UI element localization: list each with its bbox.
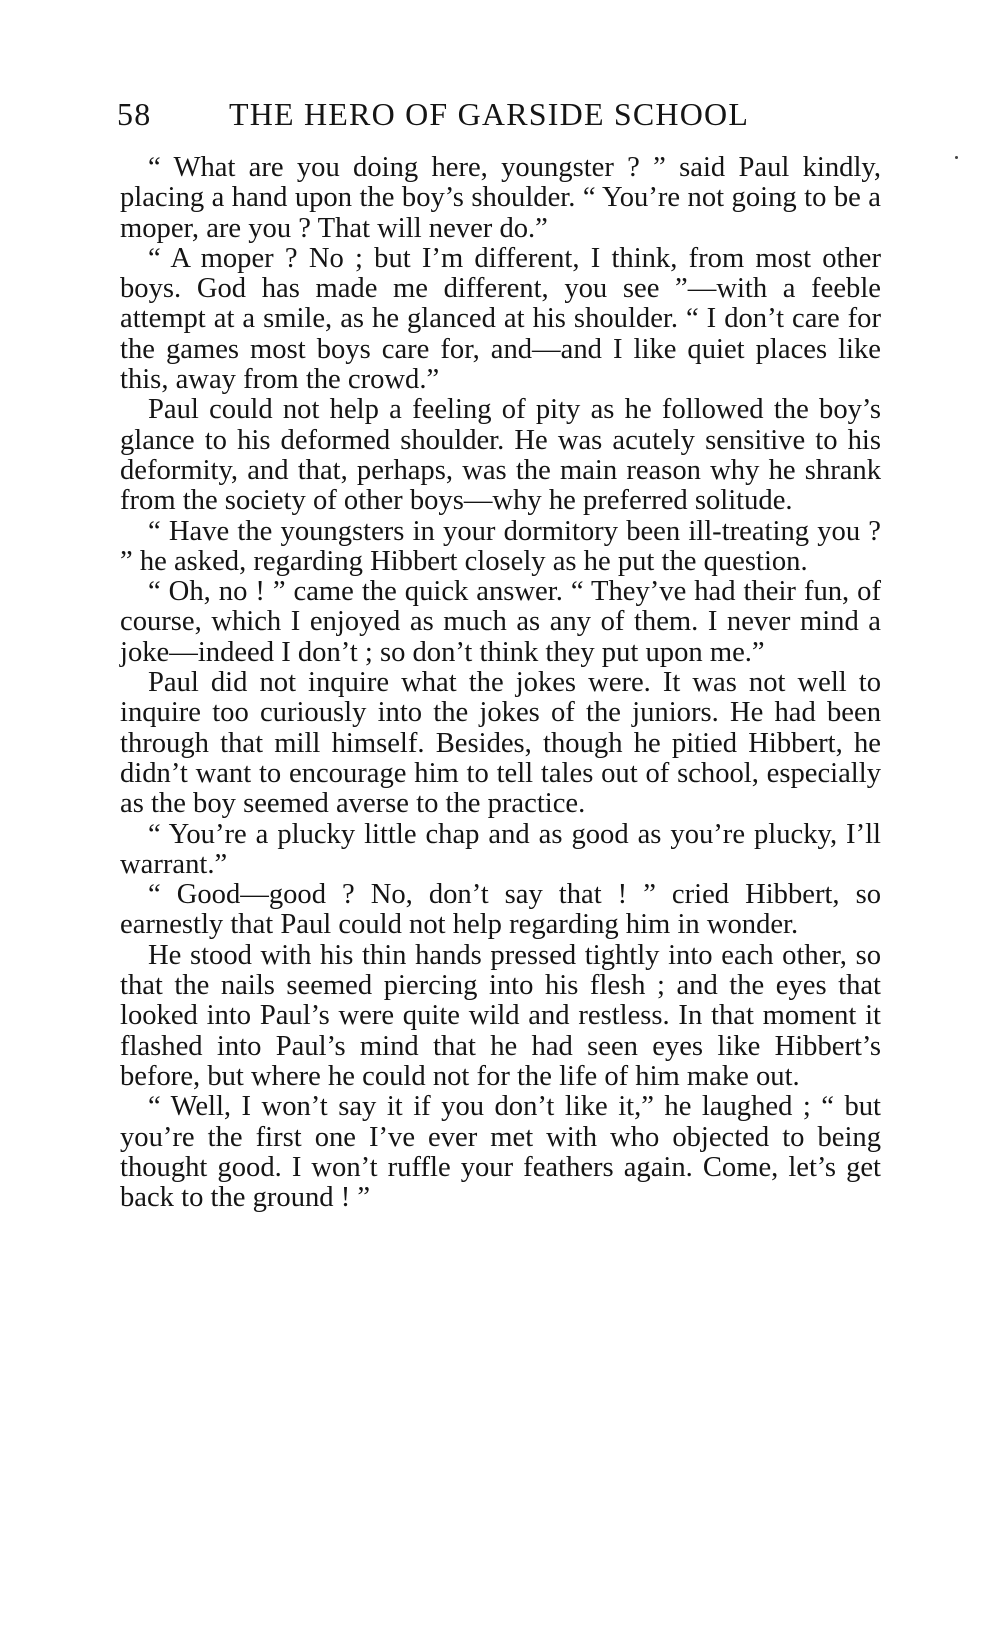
body-text [120, 153, 881, 1213]
paragraph: “ What are you doing here, youngster ? ” said Paul kindly, placing a hand upon the boy’s shoulder. “ You’re not going to be a moper, are you ? That will never do.” [120, 152, 881, 244]
paragraph: Paul did not inquire what the jokes were. It was not well to inquire too curiously into the jokes of the juniors. He had been through that mill himself. Besides, though he pitied Hibbert, he didn’t want to encourage him to tell tales out of school, especially as the boy seemed averse to the practice. [120, 667, 881, 820]
paragraph: “ Good—good ? No, don’t say that ! ” cried Hibbert, so earnestly that Paul could not help regarding him in wonder. [120, 879, 881, 941]
paragraph: “ A moper ? No ; but I’m different, I think, from most other boys. God has made me different, you see ”—with a feeble attempt at a smile, as he glanced at his shoulder. “ I don’t care for the games most boys care for, and—and I like quiet places like this, away from the crowd.” [120, 242, 881, 396]
paragraph: Paul could not help a feeling of pity as he followed the boy’s glance to his deformed shoulder. He was acutely sensitive to his deformity, and that, perhaps, was the main reason why he shrank from the society of other boys—why he preferred solitude. [120, 394, 881, 517]
page-number: 58 [117, 96, 152, 132]
paragraph: “ Oh, no ! ” came the quick answer. “ They’ve had their fun, of course, which I enjoyed as much as any of them. I never mind a joke—indeed I don’t ; so don’t think they put upon me.” [120, 576, 881, 668]
page-header [117, 92, 797, 140]
paragraph: “ You’re a plucky little chap and as good as you’re plucky, I’ll warrant.” [120, 818, 881, 880]
paragraph: He stood with his thin hands pressed tightly into each other, so that the nails seemed piercing into his flesh ; and the eyes that looked into Paul’s were quite wild and restless. In that moment it flashed into Paul’s mind that he had seen eyes like Hibbert’s before, but where he could not for the life of him make out. [120, 939, 881, 1092]
running-title: THE HERO OF GARSIDE SCHOOL [229, 96, 750, 132]
margin-speck [955, 156, 958, 159]
paragraph: “ Well, I won’t say it if you don’t like it,” he laughed ; “ but you’re the first one I’ve ever met with who objected to being thought good. I won’t ruffle your feathers again. Come, let’s get back to the ground ! ” [120, 1091, 881, 1214]
paragraph: “ Have the youngsters in your dormitory been ill-treating you ? ” he asked, regarding Hibbert closely as he put the question. [120, 515, 881, 577]
